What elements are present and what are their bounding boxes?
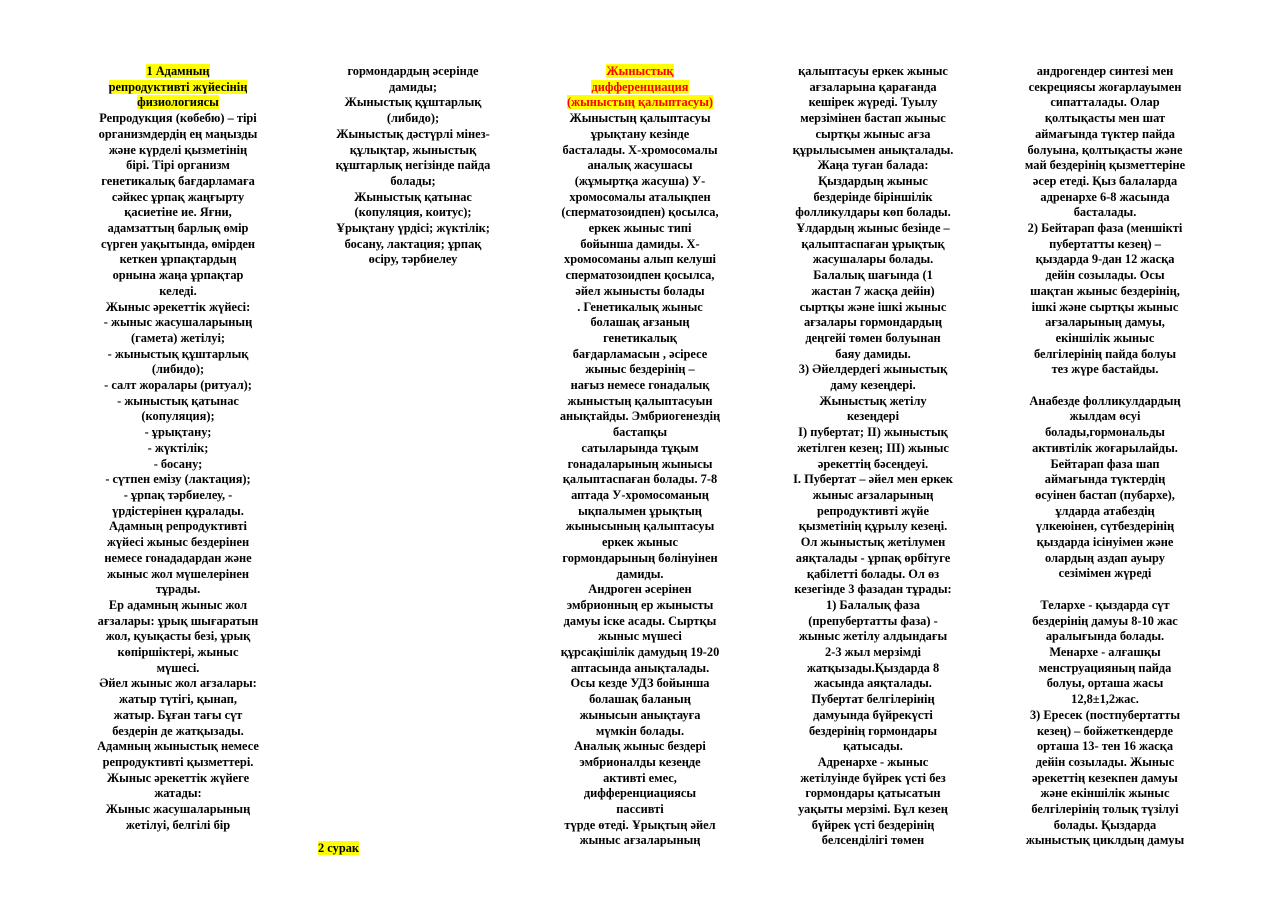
text-line: және күрделі қызметінің	[108, 142, 248, 157]
text-line: I) пубертат; II) жыныстық	[798, 425, 948, 440]
text-line: болады. Қыздарда	[1053, 817, 1157, 832]
text-line: үрдістерінен құралады.	[112, 503, 244, 518]
text-line: жыныс бездерінің –	[585, 362, 695, 377]
text-line: үлкеюінен, сүтбездерінің	[1035, 519, 1175, 534]
question-label-text: 2 сурак	[318, 841, 360, 855]
heading-text: физиологиясы	[137, 95, 219, 110]
text-line: эмбрионалды кезеңде	[579, 754, 701, 769]
text-line: пубертатты кезең) –	[1049, 236, 1161, 251]
text-line: Жыныс әрекеттік жүйесі:	[105, 299, 251, 314]
text-line: жыныс ағзаларының	[579, 833, 701, 848]
heading-text: 1 Адамның	[146, 64, 210, 78]
text-line: қыздарда 9-дан 12 жасқа	[1035, 252, 1175, 267]
text-column-5	[1005, 64, 1205, 849]
text-line: уақыты мерзімі. Бұл кезең	[798, 802, 948, 817]
text-line: менструацияның пайда	[1038, 660, 1172, 675]
text-line: Балалық шағында (1	[813, 268, 933, 283]
text-line: сатыларында тұқым	[581, 440, 699, 455]
text-line: нағыз немесе гонадалық	[570, 378, 710, 393]
text-line: Ұрықтану үрдісі; жүктілік;	[336, 221, 490, 236]
text-line: әсер етеді. Қыз балаларда	[1032, 173, 1178, 188]
heading-text: дифференциация	[591, 79, 689, 94]
text-line: басталады.	[1073, 205, 1137, 220]
text-line: және екіншілік жыныс	[1040, 786, 1170, 801]
question-label	[318, 841, 359, 857]
text-line: дифференциациясы	[583, 786, 697, 801]
text-line: құрсақішілік дамудың 19-20	[560, 645, 720, 660]
text-line: - ұрықтану;	[144, 425, 212, 440]
text-line: Адренархе - жыныс	[817, 754, 929, 769]
text-line: болуына, қолтықасты және	[1027, 142, 1183, 157]
text-line: сперматозоидпен қосылса,	[565, 268, 715, 283]
text-line: Жыныстың қалыптасуы	[569, 111, 711, 126]
text-line: Жыныстық қатынас	[354, 189, 472, 204]
text-line: аймағында түктер пайда	[1035, 126, 1175, 141]
text-line: Осы кезде УДЗ бойынша	[570, 676, 710, 691]
text-line: орнына жаңа ұрпақтар	[112, 268, 244, 283]
text-line: кезең) – бойжеткендерде	[1037, 723, 1173, 738]
text-column-2	[313, 64, 513, 268]
text-line: генетикалық бағдарламаға	[101, 173, 255, 188]
text-line: немесе гонададардан және	[104, 550, 252, 565]
text-line: кезеңдері	[846, 409, 900, 424]
text-line: кеткен ұрпақтардың	[119, 252, 237, 267]
text-line: әрекеттің бәсеңдеуі.	[817, 456, 929, 471]
text-line: 2-3 жыл мерзімді	[825, 645, 921, 660]
text-line: аптада У-хромосоманың	[571, 487, 709, 502]
text-line: ықпалымен ұрықтың	[578, 503, 702, 518]
text-line: хромосоманы алып келуші	[564, 252, 716, 267]
text-line: - босану;	[153, 456, 203, 471]
text-line: секрециясы жоғарлауымен	[1028, 79, 1182, 94]
text-line: мүшесі.	[156, 660, 200, 675]
text-line: аяқталады - ұрпақ өрбітуге	[795, 550, 951, 565]
text-line: бездерін де жатқызады.	[112, 723, 244, 738]
text-line: жетілуінде бүйрек үсті без	[800, 770, 946, 785]
text-line: тұрады.	[155, 582, 201, 597]
text-line: тез жүре бастайды.	[1051, 362, 1159, 377]
text-line: сыртқы және ішкі жыныс	[799, 299, 947, 314]
text-line: аптасында анықталады.	[570, 660, 710, 675]
text-line: қызметінің құрылу кезеңі.	[798, 519, 948, 534]
text-line: болашақ баланың	[589, 692, 691, 707]
text-line: . Генетикалық жыныс	[577, 299, 703, 314]
text-line: орташа 13- тен 16 жасқа	[1036, 739, 1174, 754]
text-line: ағзалары гормондардың	[803, 315, 942, 330]
text-line: хромосомалы аталықпен	[569, 189, 711, 204]
text-line: бездерінің дамуы 8-10 жас	[1032, 613, 1178, 628]
text-column-4	[773, 64, 973, 849]
text-line: Адамның репродуктивті	[109, 519, 247, 534]
text-line: қалыптасуы еркек жыныс	[798, 64, 948, 78]
text-line: Әйел жыныс жол ағзалары:	[99, 676, 257, 691]
text-line: гормондардың әсерінде	[347, 64, 479, 78]
text-line: дамиды;	[388, 79, 438, 94]
text-line: әйел жынысты болады	[575, 283, 705, 298]
text-line: активті емес,	[603, 770, 677, 785]
section-heading-line	[78, 80, 278, 96]
text-line: жастан 7 жасқа дейін)	[811, 283, 935, 298]
text-line: Андроген әсерінен	[588, 582, 692, 597]
text-line: 2) Бейтарап фаза (меншікті	[1027, 221, 1183, 236]
text-line: жынысын анықтауға	[579, 707, 701, 722]
text-line: белсенділігі төмен	[821, 833, 925, 848]
text-line: бойынша дамиды. Х-	[580, 236, 700, 251]
text-line: жатқызады.Қыздарда 8	[806, 660, 940, 675]
text-line: ұрықтану кезінде	[590, 126, 690, 141]
text-line: дамуы іске асады. Сыртқы	[563, 613, 717, 628]
text-line: болашақ ағзаның	[590, 315, 690, 330]
text-line: аймағында түктердің	[1044, 472, 1166, 487]
text-line: гормондары қатысатын	[805, 786, 941, 801]
text-line: 12,8±1,2жас.	[1071, 692, 1139, 707]
text-line: дейін созылады. Жыныс	[1035, 754, 1175, 769]
text-line: жыныстық циклдың дамуы	[1025, 833, 1185, 848]
heading-text: Жыныстық	[606, 64, 674, 78]
text-line: фолликулдары көп болады.	[795, 205, 951, 220]
text-line: Жыныстық жетілу	[819, 393, 927, 408]
text-line: жыныс ағзаларының	[812, 487, 934, 502]
text-line: баяу дамиды.	[835, 346, 911, 361]
text-line: Ұлдардың жыныс безінде –	[796, 221, 950, 236]
text-line: сыртқы жыныс ағза	[815, 126, 931, 141]
text-line: шақтан жыныс бездерінің,	[1030, 283, 1180, 298]
text-line: пассивті	[616, 802, 664, 817]
text-line: - жүктілік;	[147, 440, 209, 455]
text-line: (сперматозоидпен) қосылса,	[561, 205, 719, 220]
text-line: 3) Ересек (постпубертатты	[1029, 707, 1181, 722]
text-line: репродуктивті қызметтері.	[102, 754, 254, 769]
text-line: еркек жыныс типі	[588, 221, 692, 236]
text-line: Телархе - қыздарда сүт	[1040, 597, 1170, 612]
text-line: ағзаларының дамуы,	[1045, 315, 1165, 330]
text-line: болады;	[390, 173, 436, 188]
section-heading-line	[540, 64, 740, 80]
text-line: өсіру, тәрбиелеу	[368, 252, 458, 267]
text-line: (либидо);	[386, 111, 440, 126]
text-line: Анабезде фолликулдардың	[1029, 393, 1181, 408]
text-line: (препубертатты фаза) -	[808, 613, 938, 628]
text-line	[1005, 378, 1205, 394]
text-line: Жыныс әрекеттік жүйеге	[106, 770, 250, 785]
section-heading-line	[78, 64, 278, 80]
text-line: Жыныстық дәстүрлі мінез-	[336, 126, 490, 141]
text-line: сәйкес ұрпақ жаңғырту	[111, 189, 245, 204]
text-line: жыныс мүшесі	[598, 629, 682, 644]
text-line: андрогендер синтезі мен	[1036, 64, 1174, 78]
text-line: қабілетті болады. Ол өз	[806, 566, 940, 581]
text-line: (копуляция, коитус);	[354, 205, 472, 220]
text-line: Жыныстық құштарлық	[344, 95, 482, 110]
text-line: организмдердің ең маңызды	[98, 126, 258, 141]
text-line: көпіршіктері, жыныс	[117, 645, 239, 660]
text-line: дамиды.	[616, 566, 664, 581]
text-line: жыныстың қалыптасуын	[567, 393, 713, 408]
text-line: болуы, орташа жасы	[1046, 676, 1164, 691]
text-line: жыныс жетілу алдындағы	[798, 629, 948, 644]
text-line: қолтықасты мен шат	[1044, 111, 1166, 126]
text-line: бездерінің гормондары	[808, 723, 938, 738]
text-line: эмбрионның ер жынысты	[566, 597, 714, 612]
text-line: қыздарда ісінуімен және	[1036, 535, 1174, 550]
text-column-1	[78, 64, 278, 833]
text-line: жылдам өсуі	[1069, 409, 1141, 424]
text-line: қалыптаспаған болады. 7-8	[562, 472, 718, 487]
text-line: ағзалары: ұрық шығаратын	[97, 613, 259, 628]
text-line: Менархе - алғашқы	[1049, 644, 1161, 659]
heading-text: репродуктивті жүйесінің	[108, 79, 248, 94]
text-line: Адамның жыныстық немесе	[97, 739, 259, 754]
text-line: Пубертат белгілерінің	[811, 692, 935, 707]
text-line: - сүтпен емізу (лактация);	[105, 472, 251, 487]
text-line: (гамета) жетілуі;	[130, 330, 226, 345]
text-line: босану, лактация; ұрпақ	[344, 236, 482, 251]
text-line: бірі. Тірі организм	[126, 158, 230, 173]
text-line: жетілген кезең; III) жыныс	[797, 440, 949, 455]
text-line: болады,гормональды	[1045, 425, 1165, 440]
text-line: дамуында бүйрекүсті	[813, 707, 933, 722]
text-line: (жұмыртқа жасуша) У-	[574, 173, 706, 188]
text-line: май бездерінің қызметтеріне	[1024, 158, 1186, 173]
text-line: Репродукция (көбебю) – тірі	[99, 111, 257, 126]
heading-text: (жыныстың қалыптасуы)	[566, 95, 714, 110]
text-line: гормондарының бөлінуінен	[562, 550, 718, 565]
text-line: (либидо);	[151, 362, 205, 377]
text-line: Ер адамның жыныс жол	[108, 597, 248, 612]
text-line: сипатталады. Олар	[1050, 95, 1160, 110]
text-line: ішкі және сыртқы жыныс	[1031, 299, 1179, 314]
text-line: қатысады.	[843, 739, 903, 754]
text-line: жатыр. Бұған тағы сүт	[113, 707, 243, 722]
text-line: 1) Балалық фаза	[826, 597, 920, 612]
text-line: (копуляция);	[141, 409, 215, 424]
text-line: адамзаттың барлық өмір	[107, 221, 249, 236]
text-line: екіншілік жыныс	[1055, 330, 1155, 345]
text-line: құлықтар, жыныстық	[349, 142, 477, 157]
text-line: сезімімен жүреді	[1058, 566, 1152, 581]
text-line: жатады:	[154, 786, 202, 801]
text-line: жатыр түтігі, қынап,	[119, 692, 237, 707]
text-column-3	[540, 64, 740, 849]
text-line: белгілерінің пайда болуы	[1033, 346, 1177, 361]
text-line: қалыптаспаған ұрықтық	[801, 236, 945, 251]
text-line: - жыныстық қатынас	[117, 393, 239, 408]
text-line: анықтайды. Эмбриогенездің	[559, 409, 721, 424]
section-heading-line	[78, 95, 278, 111]
text-line: кешірек жүреді. Туылу	[808, 95, 938, 110]
text-line: ұлдарда атабездің	[1055, 503, 1155, 518]
text-line: жынысының қалыптасуы	[565, 519, 715, 534]
text-line: жыныс жол мүшелерінен	[107, 566, 249, 581]
text-line: жетілуі, белгілі бір	[125, 817, 231, 832]
text-line: аралығында болады.	[1045, 629, 1165, 644]
text-line: - салт жоралары (ритуал);	[104, 378, 252, 393]
text-line: - жыныс жасушаларының	[103, 315, 253, 330]
text-line: Жаңа туған балада:	[817, 158, 929, 173]
text-line: ағзаларына қарағанда	[809, 79, 937, 94]
text-line: Жыныс жасушаларының	[105, 802, 251, 817]
text-line: құштарлық негізінде пайда	[335, 158, 491, 173]
text-line: I. Пубертат – әйел мен еркек	[793, 472, 953, 487]
text-line: түрде өтеді. Ұрықтың әйел	[564, 817, 716, 832]
section-heading-line	[540, 80, 740, 96]
text-line: кезегінде 3 фазадан тұрады:	[794, 582, 952, 597]
text-line: сүрген уақытында, өмірден	[100, 236, 256, 251]
text-line: бастапқы	[612, 425, 668, 440]
text-line: - жыныстық құштарлық	[107, 346, 249, 361]
text-line: Бейтарап фаза шап	[1050, 456, 1160, 471]
text-line: Ол жыныстық жетілумен	[800, 535, 946, 550]
text-line: жол, қуықасты безі, ұрық	[105, 629, 251, 644]
text-line: келеді.	[159, 283, 197, 298]
text-line: даму кезеңдері.	[830, 378, 916, 393]
text-line: Аналық жыныс бездері	[574, 739, 706, 754]
text-line: жасында аяқталады.	[814, 676, 932, 691]
text-line: өсуінен бастап (пубархе),	[1035, 487, 1175, 502]
text-line: гонадаларының жынысы	[567, 456, 713, 471]
text-line: құрылысымен анықталады.	[792, 142, 954, 157]
section-heading-line	[540, 95, 740, 111]
text-line: аналық жасушасы	[587, 158, 693, 173]
text-line: бездерінде біріншілік	[813, 189, 933, 204]
text-line: 3) Әйелдердегі жыныстық	[798, 362, 948, 377]
text-line: басталады. Х-хромосомалы	[562, 142, 718, 157]
text-line: репродуктивті жүйе	[817, 503, 929, 518]
text-line: адренархе 6-8 жасында	[1040, 189, 1170, 204]
text-line: активтілік жоғарылайды.	[1032, 440, 1178, 455]
text-line: генетикалық	[603, 330, 677, 345]
text-line: мүмкін болады.	[595, 723, 685, 738]
text-line: деңгейі төмен болуынан	[805, 330, 941, 345]
text-line: бағдарламасын , әсіресе	[572, 346, 708, 361]
text-line: белгілерінің толық түзілуі	[1031, 802, 1179, 817]
text-line: қасиетіне ие. Яғни,	[124, 205, 232, 220]
text-line: еркек жыныс	[602, 535, 678, 550]
text-line: дейін созылады. Осы	[1045, 268, 1165, 283]
text-line: мерзімінен бастап жыныс	[800, 111, 946, 126]
text-line: жасушалары болады.	[812, 252, 934, 267]
text-line: әрекеттің кезекпен дамуы	[1032, 770, 1178, 785]
text-line	[1005, 582, 1205, 598]
text-line: олардың аздап ауыру	[1045, 550, 1165, 565]
text-line: - ұрпақ тәрбиелеу, -	[123, 487, 233, 502]
text-line: жүйесі жыныс бездерінен	[106, 535, 250, 550]
text-line: Қыздардың жыныс	[818, 173, 928, 188]
text-line: бүйрек үсті бездерінің	[811, 817, 935, 832]
